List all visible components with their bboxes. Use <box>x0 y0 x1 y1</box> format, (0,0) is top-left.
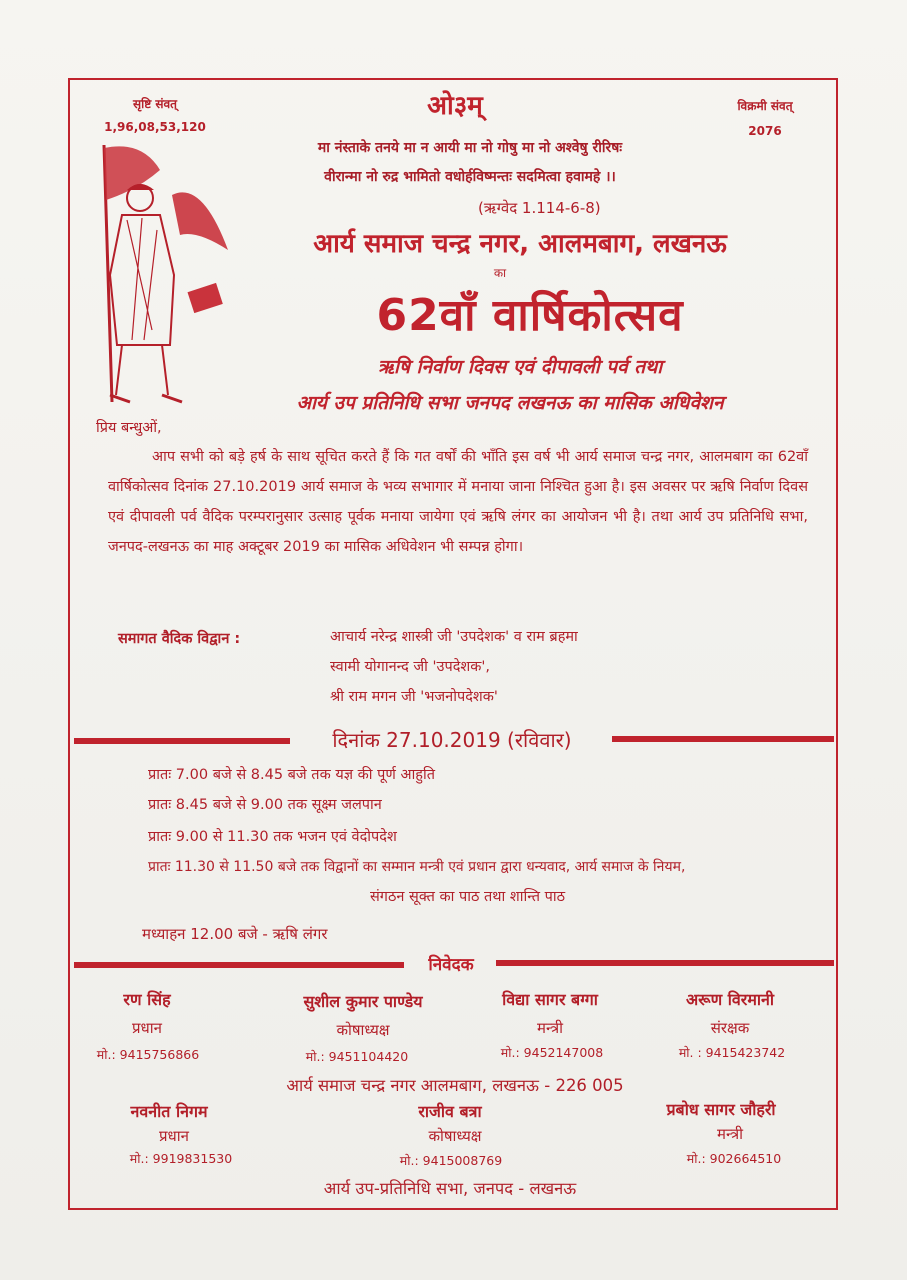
divider-left <box>74 738 290 744</box>
signatory-5-role: प्रधान <box>159 1127 189 1145</box>
divider-right-2 <box>496 960 834 966</box>
signatory-3-name: विद्या सागर बग्गा <box>502 990 598 1009</box>
signatory-6-role: कोषाध्यक्ष <box>428 1127 482 1145</box>
verse-reference: (ऋग्वेद 1.114-6-8) <box>478 199 601 217</box>
signatory-4-name: अरूण विरमानी <box>685 990 775 1009</box>
sabha-address: आर्य उप-प्रतिनिधि सभा, जनपद - लखनऊ <box>323 1179 577 1198</box>
scholars-label: समागत वैदिक विद्वान : <box>118 631 241 647</box>
signatory-2-mobile: मो.: 9451104420 <box>305 1049 409 1064</box>
scholar-3: श्री राम मगन जी 'भजनोपदेशक' <box>330 689 498 705</box>
ka-connector: का <box>493 266 507 280</box>
signatory-1-role: प्रधान <box>132 1019 162 1037</box>
signatory-3-role: मन्त्री <box>536 1019 563 1037</box>
schedule-item-4-cont: संगठन सूक्त का पाठ तथा शान्ति पाठ <box>370 889 566 905</box>
schedule-item-2: प्रातः 8.45 बजे से 9.00 तक सूक्ष्म जलपान <box>148 797 382 813</box>
nivedak-banner: निवेदक <box>428 955 474 975</box>
signatory-5-name: नवनीत निगम <box>130 1102 208 1121</box>
schedule-item-3: प्रातः 9.00 से 11.30 तक भजन एवं वेदोपदेश <box>148 829 397 845</box>
vikrami-samvat-label: विक्रमी संवत् <box>737 99 793 113</box>
signatory-2-name: सुशील कुमार पाण्डेय <box>303 992 423 1011</box>
verse-line-1: मा नंस्ताके तनये मा न आयी मा नो गोषु मा नो अश्वेषु रीरिषः <box>317 140 623 156</box>
signatory-7-name: प्रबोध सागर जौहरी <box>666 1100 776 1119</box>
organization-title: आर्य समाज चन्द्र नगर, आलमबाग, लखनऊ <box>313 229 727 259</box>
greeting: प्रिय बन्धुओं, <box>96 420 162 436</box>
divider-left-2 <box>74 962 404 968</box>
signatory-3-mobile: मो.: 9452147008 <box>500 1045 604 1060</box>
invitation-paragraph: आप सभी को बड़े हर्ष के साथ सूचित करते हैं कि गत वर्षों की भाँति इस वर्ष भी आर्य समाज चन्द्र नगर, आलमबाग का 62वाँ वार्षिकोत्सव दिनांक 27.10.2019 आर्य समाज के भव्य सभागार में मनाया जाना निश्चित हुआ है। इस अवसर पर ऋषि निर्वाण दिवस एवं दीपावली पर्व वैदिक परम्परानुसार उत्साह पूर्वक मनाया जायेगा एवं ऋषि लंगर का आयोजन भी है। तथा आर्य उप प्रतिनिधि सभा, जनपद-लखनऊ का माह अक्टूबर 2019 का मासिक अधिवेशन भी सम्पन्न होगा। <box>108 449 808 555</box>
signatory-1-name: रण सिंह <box>123 990 171 1009</box>
schedule-item-1: प्रातः 7.00 बजे से 8.45 बजे तक यज्ञ की पूर्ण आहुति <box>148 767 435 783</box>
scholar-2: स्वामी योगानन्द जी 'उपदेशक', <box>330 659 490 675</box>
samaj-address: आर्य समाज चन्द्र नगर आलमबाग, लखनऊ - 226 005 <box>286 1076 624 1095</box>
signatory-7-mobile: मो.: 902664510 <box>686 1151 782 1166</box>
event-subtitle-1: ऋषि निर्वाण दिवस एवं दीपावली पर्व तथा <box>377 356 663 378</box>
divider-right <box>612 736 834 742</box>
signatory-7-role: मन्त्री <box>716 1125 743 1143</box>
schedule-item-4: प्रातः 11.30 से 11.50 बजे तक विद्वानों का सम्मान मन्त्री एवं प्रधान द्वारा धन्यवाद, आर्य समाज के नियम, <box>148 859 686 875</box>
signatory-4-role: संरक्षक <box>710 1019 750 1037</box>
srishti-samvat-value: 1,96,08,53,120 <box>104 120 206 134</box>
event-title: 62वाँ वार्षिकोत्सव <box>376 290 684 341</box>
signatory-1-mobile: मो.: 9415756866 <box>96 1047 200 1062</box>
event-subtitle-2: आर्य उप प्रतिनिधि सभा जनपद लखनऊ का मासिक अधिवेशन <box>296 392 724 414</box>
date-banner: दिनांक 27.10.2019 (रविवार) <box>332 728 572 752</box>
signatory-5-mobile: मो.: 9919831530 <box>129 1151 233 1166</box>
verse-line-2: वीरान्मा नो रुद्र भामितो वधोर्हविष्मन्तः सदमित्वा हवामहे ।। <box>324 169 616 185</box>
signatory-2-role: कोषाध्यक्ष <box>336 1021 390 1039</box>
scholar-1: आचार्य नरेन्द्र शास्त्री जी 'उपदेशक' व राम ब्रहमा <box>330 629 578 645</box>
srishti-samvat-label: सृष्टि संवत् <box>132 97 178 111</box>
vikrami-samvat-value: 2076 <box>748 124 782 138</box>
signatory-6-name: राजीव बत्रा <box>418 1102 482 1121</box>
flag-bearer-illustration <box>82 140 232 410</box>
signatory-4-mobile: मो. : 9415423742 <box>678 1045 786 1060</box>
signatory-6-mobile: मो.: 9415008769 <box>399 1153 503 1168</box>
lunch-line: मध्याहन 12.00 बजे - ऋषि लंगर <box>142 925 328 943</box>
om-heading: ओ३म् <box>427 91 483 121</box>
